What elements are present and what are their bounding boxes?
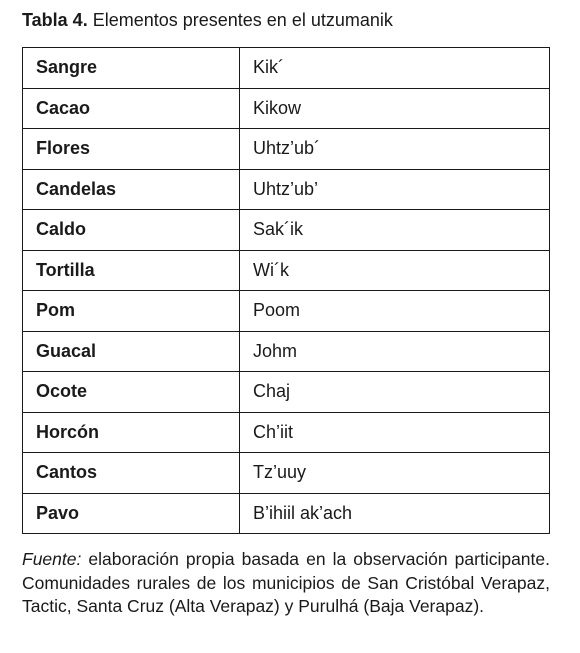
element-pokomchi-cell: Poom (240, 291, 550, 332)
element-pokomchi-cell: Johm (240, 331, 550, 372)
element-spanish-cell: Guacal (23, 331, 240, 372)
table-number: Tabla 4. (22, 10, 88, 30)
elements-table (22, 47, 550, 534)
table-caption (22, 9, 393, 31)
table-row (23, 372, 550, 413)
element-spanish-cell: Cantos (23, 453, 240, 494)
element-pokomchi-cell: Sak´ik (240, 210, 550, 251)
element-spanish-cell: Pom (23, 291, 240, 332)
element-pokomchi-cell: Kik´ (240, 48, 550, 89)
table-row (23, 169, 550, 210)
element-spanish-cell: Caldo (23, 210, 240, 251)
element-pokomchi-cell: Ch’iit (240, 412, 550, 453)
element-pokomchi-cell: B’ihiil ak’ach (240, 493, 550, 534)
table-row (23, 453, 550, 494)
element-pokomchi-cell: Chaj (240, 372, 550, 413)
element-spanish-cell: Pavo (23, 493, 240, 534)
element-spanish-cell: Sangre (23, 48, 240, 89)
source-text: elaboración propia basada en la observación participante. Comunidades rurales de los municipios de San Cristóbal Verapaz, Tactic, Santa Cruz (Alta Verapaz) y Purulhá (Baja Verapaz). (22, 549, 550, 616)
table-row (23, 493, 550, 534)
table-row (23, 331, 550, 372)
element-pokomchi-cell: Uhtz’ub´ (240, 129, 550, 170)
source-note (22, 548, 550, 619)
table-row (23, 291, 550, 332)
element-spanish-cell: Tortilla (23, 250, 240, 291)
table-row (23, 129, 550, 170)
element-spanish-cell: Flores (23, 129, 240, 170)
table-row (23, 250, 550, 291)
element-spanish-cell: Cacao (23, 88, 240, 129)
table-title: Elementos presentes en el utzumanik (87, 10, 393, 30)
table-row (23, 48, 550, 89)
table-row (23, 88, 550, 129)
element-spanish-cell: Ocote (23, 372, 240, 413)
source-label: Fuente: (22, 549, 82, 569)
element-pokomchi-cell: Tz’uuy (240, 453, 550, 494)
table-row (23, 210, 550, 251)
element-pokomchi-cell: Kikow (240, 88, 550, 129)
element-spanish-cell: Candelas (23, 169, 240, 210)
element-pokomchi-cell: Uhtz’ub’ (240, 169, 550, 210)
element-spanish-cell: Horcón (23, 412, 240, 453)
element-pokomchi-cell: Wi´k (240, 250, 550, 291)
table-row (23, 412, 550, 453)
